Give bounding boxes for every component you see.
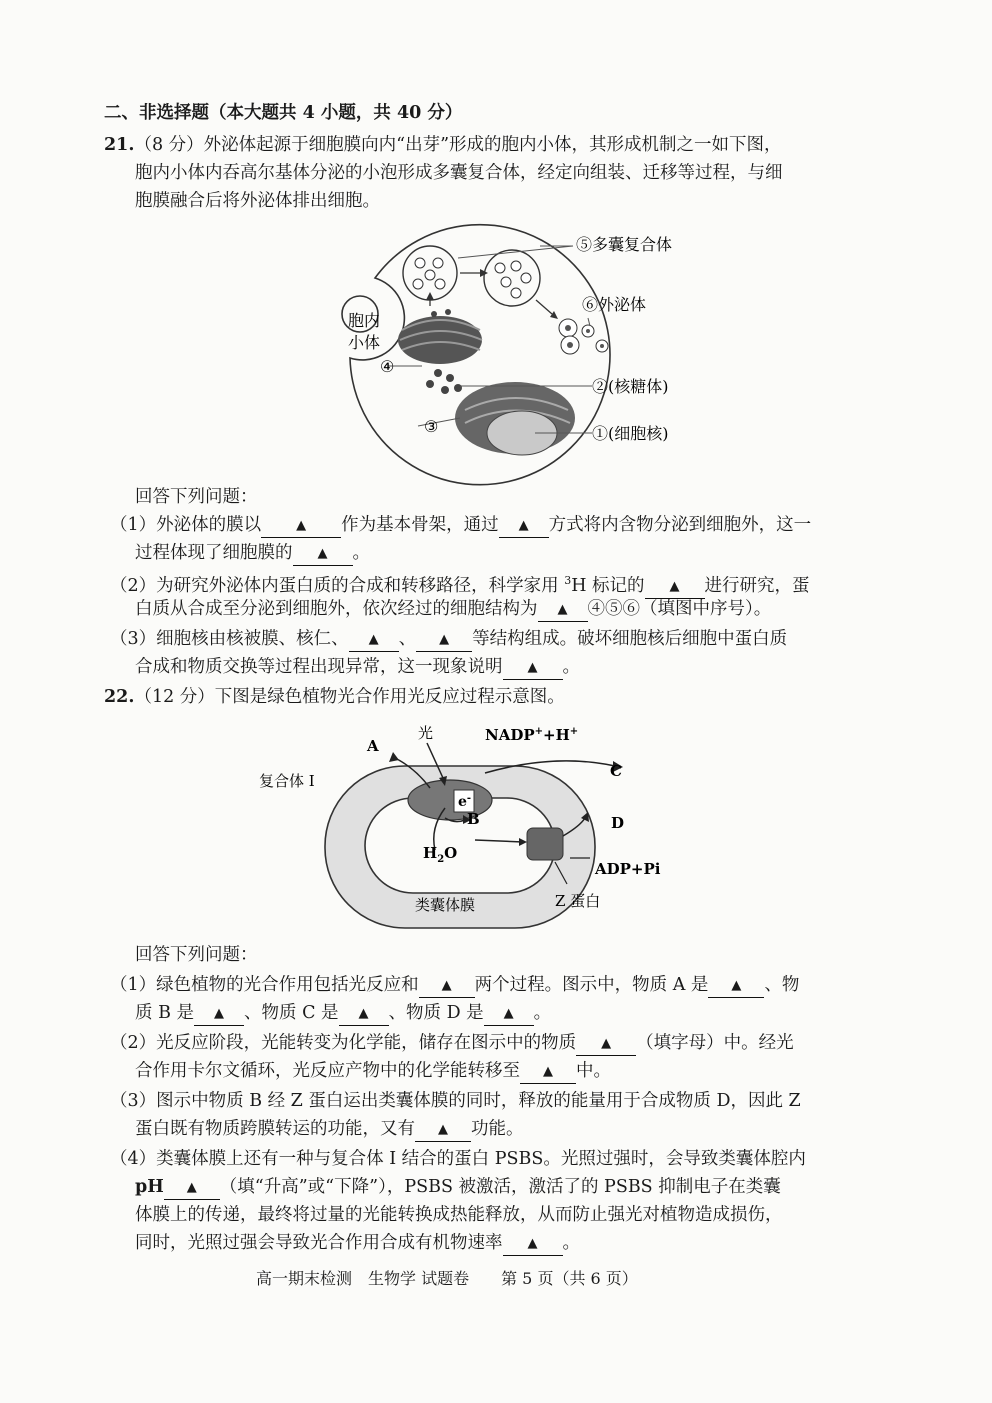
blank[interactable]: ▲ <box>499 513 549 538</box>
section-title: 二、非选择题（本大题共 4 小题，共 40 分） <box>104 103 463 123</box>
q22-part2-line2: 合作用卡尔文循环，光反应产物中的化学能转移至 ▲ 中。 <box>135 1058 611 1084</box>
label-light: 光 <box>418 724 434 742</box>
q22-part3-line1: （3）图示中物质 B 经 Z 蛋白运出类囊体膜的同时，释放的能量用于合成物质 D，因此 Z <box>110 1091 801 1111</box>
q21-part2-line1: （2）为研究外泌体内蛋白质的合成和转移路径，科学家用 $^3$H 标记的 ▲ 进行研究，蛋 <box>110 568 810 599</box>
exosomes <box>559 319 608 354</box>
q22-part3-line2: 蛋白既有物质跨膜转运的功能，又有 ▲ 功能。 <box>135 1116 524 1142</box>
label-d: D <box>611 814 625 832</box>
label-b: B <box>467 810 480 828</box>
label-mvb: ⑤多囊复合体 <box>576 235 673 254</box>
blank[interactable]: ▲ <box>520 1059 576 1084</box>
mvb-2 <box>484 250 540 306</box>
light-reaction-diagram <box>255 718 675 933</box>
blank[interactable]: ▲ <box>339 1001 389 1026</box>
label-adp: ADP+Pi <box>595 860 661 878</box>
blank[interactable]: ▲ <box>164 1175 220 1200</box>
label-3: ③ <box>424 417 439 436</box>
blank[interactable]: ▲ <box>503 655 563 680</box>
q21-prompt: 回答下列问题： <box>135 487 258 507</box>
golgi <box>398 316 482 364</box>
q22-intro: 22.（12 分）下图是绿色植物光合作用光反应过程示意图。 <box>104 687 565 707</box>
blank[interactable]: ▲ <box>645 574 705 599</box>
q21-part1-line2: 过程体现了细胞膜的 ▲ 。 <box>135 540 370 566</box>
blank[interactable]: ▲ <box>503 1231 563 1256</box>
q22-part1-line2: 质 B 是 ▲ 、物质 C 是 ▲ 、物质 D 是 ▲ 。 <box>135 1000 551 1026</box>
q22-part4-line4: 同时，光照过强会导致光合作用合成有机物速率 ▲ 。 <box>135 1230 580 1256</box>
q21-part3-line1: （3）细胞核由核被膜、核仁、 ▲ 、 ▲ 等结构组成。破坏细胞核后细胞中蛋白质 <box>110 626 787 652</box>
label-membrane: 类囊体膜 <box>415 896 476 914</box>
ribosome-dots <box>426 369 462 394</box>
label-a: A <box>367 737 379 755</box>
label-nucleus: ①(细胞核) <box>592 424 669 443</box>
blank[interactable]: ▲ <box>484 1001 534 1026</box>
q21-part3-line2: 合成和物质交换等过程出现异常，这一现象说明 ▲ 。 <box>135 654 580 680</box>
mvb-1 <box>403 246 457 300</box>
q21-intro-line2: 胞内小体内吞高尔基体分泌的小泡形成多囊复合体，经定向组装、迁移等过程，与细 <box>135 163 783 183</box>
label-h2o: $H_2O$ <box>423 844 458 865</box>
blank[interactable]: ▲ <box>349 627 399 652</box>
blank[interactable]: ▲ <box>708 973 764 998</box>
label-c: C <box>610 762 622 780</box>
q21-part2-line2: 白质从合成至分泌到细胞外，依次经过的细胞结构为 ▲ ④⑤⑥（填图中序号）。 <box>135 596 771 622</box>
blank[interactable]: ▲ <box>538 597 588 622</box>
label-complex-i: 复合体 I <box>259 772 315 790</box>
blank[interactable]: ▲ <box>419 973 475 998</box>
q22-part4-line1: （4）类囊体膜上还有一种与复合体 I 结合的蛋白 PSBS。光照过强时，会导致类囊体腔内 <box>110 1149 806 1169</box>
page-footer: 高一期末检测 生物学 试题卷 第 5 页（共 6 页） <box>256 1269 638 1288</box>
blank[interactable]: ▲ <box>261 513 341 538</box>
q22-part2-line1: （2）光反应阶段，光能转变为化学能，储存在图示中的物质 ▲ （填字母）中。经光 <box>110 1030 794 1056</box>
label-exosome: ⑥外泌体 <box>582 295 647 314</box>
q22-part4-line3: 体膜上的传递，最终将过量的光能转换成热能释放，从而防止强光对植物造成损伤， <box>135 1205 783 1225</box>
blank[interactable]: ▲ <box>194 1001 244 1026</box>
blank[interactable]: ▲ <box>293 541 353 566</box>
label-ribosome: ②(核糖体) <box>592 377 669 396</box>
blank[interactable]: ▲ <box>576 1031 636 1056</box>
q22-part1-line1: （1）绿色植物的光合作用包括光反应和 ▲ 两个过程。图示中，物质 A 是 ▲ 、物 <box>110 972 799 998</box>
blank[interactable]: ▲ <box>416 627 472 652</box>
z-protein <box>527 828 563 860</box>
blank[interactable]: ▲ <box>415 1117 471 1142</box>
label-endosome-1: 胞内 <box>348 311 381 330</box>
q21-intro-line1: 21.（8 分）外泌体起源于细胞膜向内“出芽”形成的胞内小体，其形成机制之一如下图， <box>104 135 782 155</box>
label-z-protein: Z 蛋白 <box>555 892 601 910</box>
label-4: ④ <box>380 357 395 376</box>
label-endosome-2: 小体 <box>348 333 381 352</box>
q21-intro-line3: 胞膜融合后将外泌体排出细胞。 <box>135 191 380 211</box>
exosome-diagram <box>330 218 710 493</box>
label-electron: e- <box>458 793 472 810</box>
er-nucleus <box>455 382 575 455</box>
label-nadp: NADP++H+ <box>485 726 579 744</box>
q21-number: 21. <box>104 135 135 155</box>
q22-prompt: 回答下列问题： <box>135 945 258 965</box>
q21-part1-line1: （1）外泌体的膜以 ▲ 作为基本骨架，通过 ▲ 方式将内含物分泌到细胞外，这一 <box>110 512 811 538</box>
q22-part4-line2: pH ▲ （填“升高”或“下降”），PSBS 被激活，激活了的 PSBS 抑制电子在类囊 <box>135 1174 781 1200</box>
q22-number: 22. <box>104 687 135 707</box>
